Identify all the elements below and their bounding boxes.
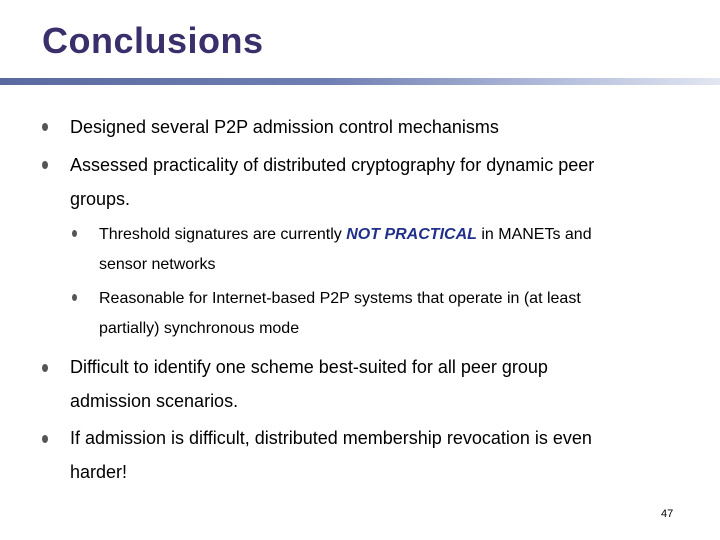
sub-bullet-2-line-2: partially) synchronous mode	[99, 320, 300, 337]
sub-bullet-1-prefix: Threshold signatures are currently	[99, 226, 347, 243]
not-practical-emphasis: NOT PRACTICAL	[346, 226, 477, 243]
title-divider	[0, 78, 720, 85]
bullet-3-line-2: admission scenarios.	[70, 391, 239, 411]
sub-bullet-1-line-2: sensor networks	[99, 256, 216, 273]
bullet-icon	[42, 123, 48, 131]
bullet-4-line-2: harder!	[70, 462, 128, 482]
bullet-icon	[42, 364, 48, 372]
bullet-4-line-1: If admission is difficult, distributed membership revocation is even	[70, 428, 592, 448]
sub-bullet-icon	[72, 294, 77, 301]
slide-title: Conclusions	[42, 20, 264, 61]
sub-bullet-icon	[72, 230, 77, 237]
bullet-icon	[42, 435, 48, 443]
sub-bullet-1-suffix: in MANETs and	[476, 226, 592, 243]
bullet-2-line-2: groups.	[70, 189, 131, 209]
bullet-3-line-1: Difficult to identify one scheme best-suited for all peer group	[70, 357, 548, 377]
sub-bullet-2-line-1: Reasonable for Internet-based P2P systems that operate in (at least	[99, 290, 581, 307]
sub-bullet-1-line-1	[99, 226, 592, 244]
bullet-1-text: Designed several P2P admission control mechanisms	[70, 117, 499, 137]
page-number: 47	[661, 508, 674, 520]
bullet-2-line-1: Assessed practicality of distributed cryptography for dynamic peer	[70, 155, 595, 175]
bullet-icon	[42, 161, 48, 169]
